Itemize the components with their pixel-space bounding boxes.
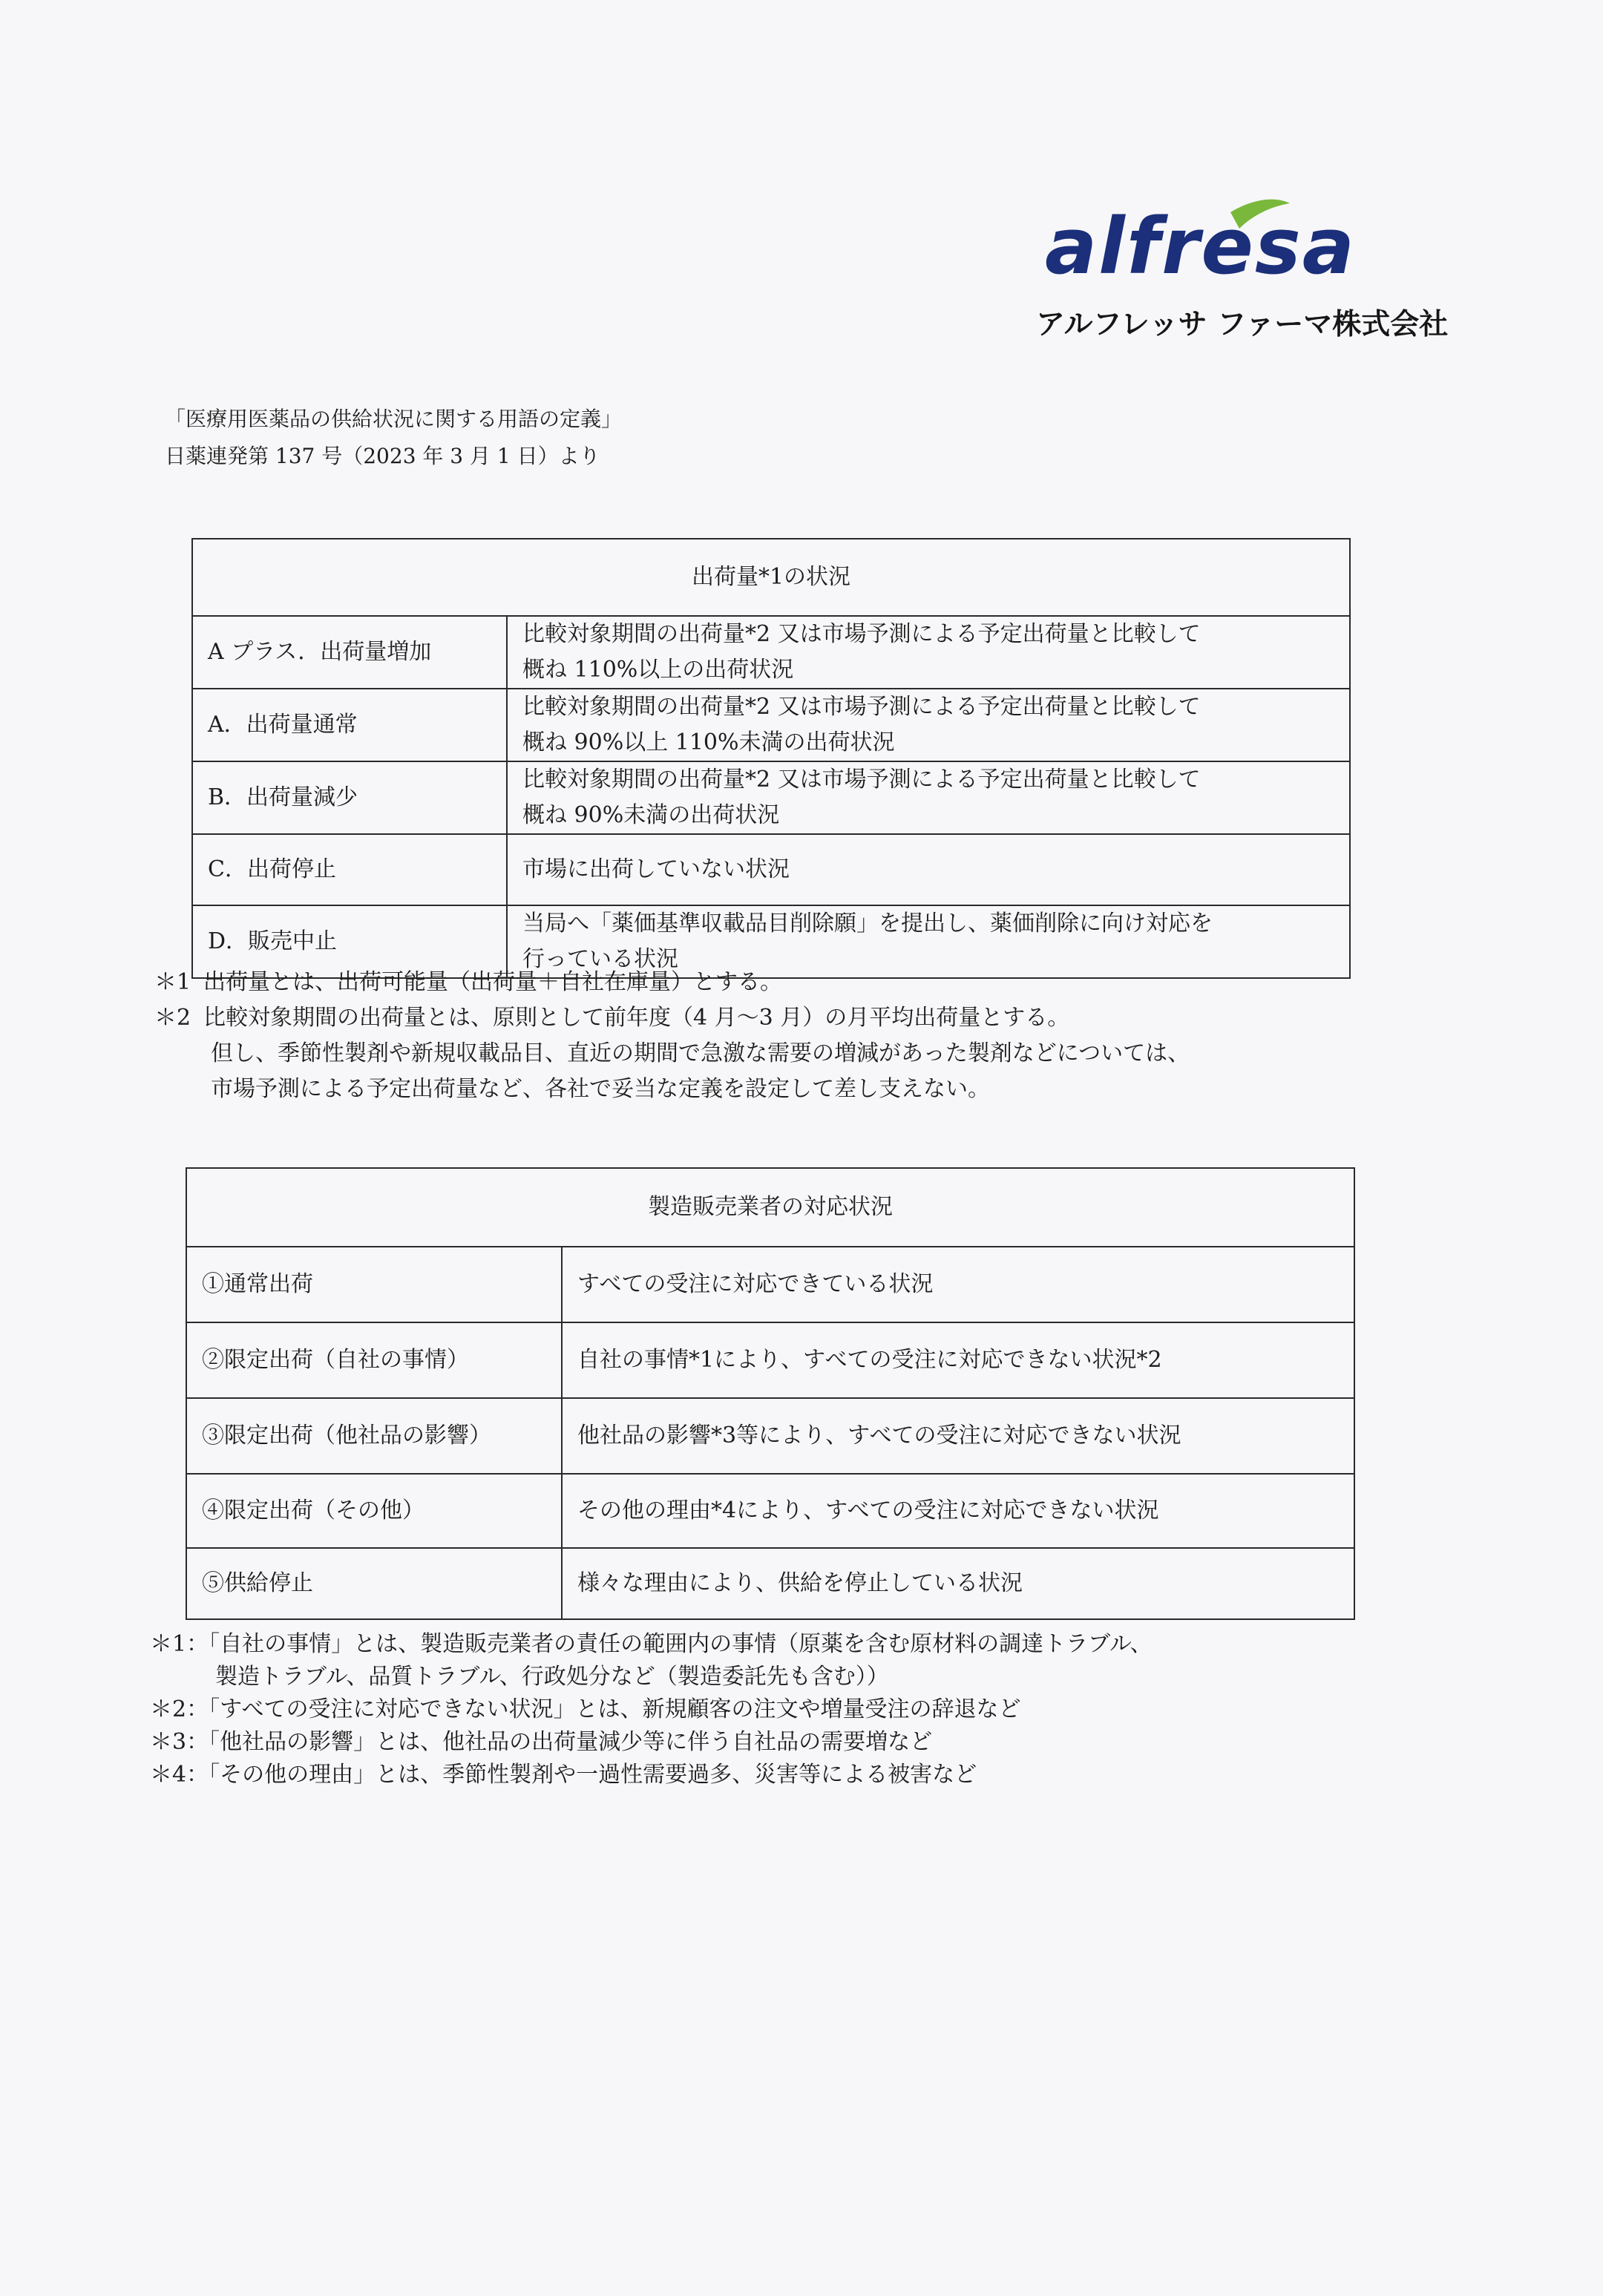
- shipment-table-header: 出荷量*1の状況: [192, 539, 1350, 616]
- row-label: ②限定出荷（自社の事情）: [186, 1322, 562, 1398]
- footnote: ＊1 出荷量とは、出荷可能量（出荷量＋自社在庫量）とする。: [154, 969, 782, 995]
- row-description: 自社の事情*1により、すべての受注に対応できない状況*2: [562, 1322, 1354, 1398]
- row-description: 比較対象期間の出荷量*2 又は市場予測による予定出荷量と比較して 概ね 110%以上の出荷状況: [507, 616, 1350, 689]
- table-row: [186, 1247, 1354, 1322]
- row-label: ①通常出荷: [186, 1247, 562, 1322]
- company-logo: [1030, 199, 1449, 347]
- row-description: 様々な理由により、供給を停止している状況: [562, 1548, 1354, 1619]
- table-row: [192, 689, 1350, 761]
- table-row: [186, 1322, 1354, 1398]
- table-row: [186, 1548, 1354, 1619]
- row-description: 比較対象期間の出荷量*2 又は市場予測による予定出荷量と比較して 概ね 90%未満の出荷状況: [507, 761, 1350, 834]
- row-label: C．出荷停止: [192, 834, 507, 905]
- row-label: ③限定出荷（他社品の影響）: [186, 1398, 562, 1474]
- row-label: ④限定出荷（その他）: [186, 1474, 562, 1548]
- maker-status-table: [186, 1167, 1355, 1620]
- table-header-row: [192, 539, 1350, 616]
- footnote-continuation: 但し、季節性製剤や新規収載品目、直近の期間で急激な需要の増減があった製剤などについては、: [211, 1040, 1190, 1066]
- logo-company-name: アルフレッサ ファーマ株式会社: [1036, 308, 1449, 341]
- row-description: 市場に出荷していない状況: [507, 834, 1350, 905]
- maker-table-header: 製造販売業者の対応状況: [186, 1168, 1354, 1247]
- footnote-continuation: 製造トラブル、品質トラブル、行政処分など（製造委託先も含む））: [215, 1664, 889, 1690]
- source-title: 「医療用医薬品の供給状況に関する用語の定義」: [165, 407, 623, 431]
- table-row: [186, 1398, 1354, 1474]
- row-label: ⑤供給停止: [186, 1548, 562, 1619]
- row-description: その他の理由*4により、すべての受注に対応できない状況: [562, 1474, 1354, 1548]
- shipment-status-table: [191, 538, 1351, 979]
- source-reference: 日薬連発第 137 号（2023 年 3 月 1 日）より: [165, 444, 600, 468]
- table-row: [192, 761, 1350, 834]
- table-header-row: [186, 1168, 1354, 1247]
- table-row: [192, 834, 1350, 905]
- row-description: 他社品の影響*3等により、すべての受注に対応できない状況: [562, 1398, 1354, 1474]
- row-description: 比較対象期間の出荷量*2 又は市場予測による予定出荷量と比較して 概ね 90%以上 110%未満の出荷状況: [507, 689, 1350, 761]
- footnote: ＊4：「その他の理由」とは、季節性製剤や一過性需要過多、災害等による被害など: [150, 1762, 977, 1788]
- footnote: ＊2：「すべての受注に対応できない状況」とは、新規顧客の注文や増量受注の辞退など: [150, 1696, 1021, 1722]
- table-row: [192, 616, 1350, 689]
- footnote: ＊2 比較対象期間の出荷量とは、原則として前年度（4 月～3 月）の月平均出荷量とする。: [154, 1005, 1070, 1031]
- row-label: A プラス．出荷量増加: [192, 616, 507, 689]
- footnote: ＊1：「自社の事情」とは、製造販売業者の責任の範囲内の事情（原薬を含む原材料の調達トラブル、: [150, 1631, 1153, 1657]
- logo-wordmark: alfresa: [1045, 201, 1356, 292]
- row-label: B．出荷量減少: [192, 761, 507, 834]
- row-description: すべての受注に対応できている状況: [562, 1247, 1354, 1322]
- row-label: D．販売中止: [192, 905, 507, 978]
- footnote-continuation: 市場予測による予定出荷量など、各社で妥当な定義を設定して差し支えない。: [211, 1076, 990, 1102]
- table-row: [186, 1474, 1354, 1548]
- row-description: 当局へ「薬価基準収載品目削除願」を提出し、薬価削除に向け対応を 行っている状況: [507, 905, 1350, 978]
- footnote: ＊3：「他社品の影響」とは、他社品の出荷量減少等に伴う自社品の需要増など: [150, 1729, 933, 1755]
- row-label: A．出荷量通常: [192, 689, 507, 761]
